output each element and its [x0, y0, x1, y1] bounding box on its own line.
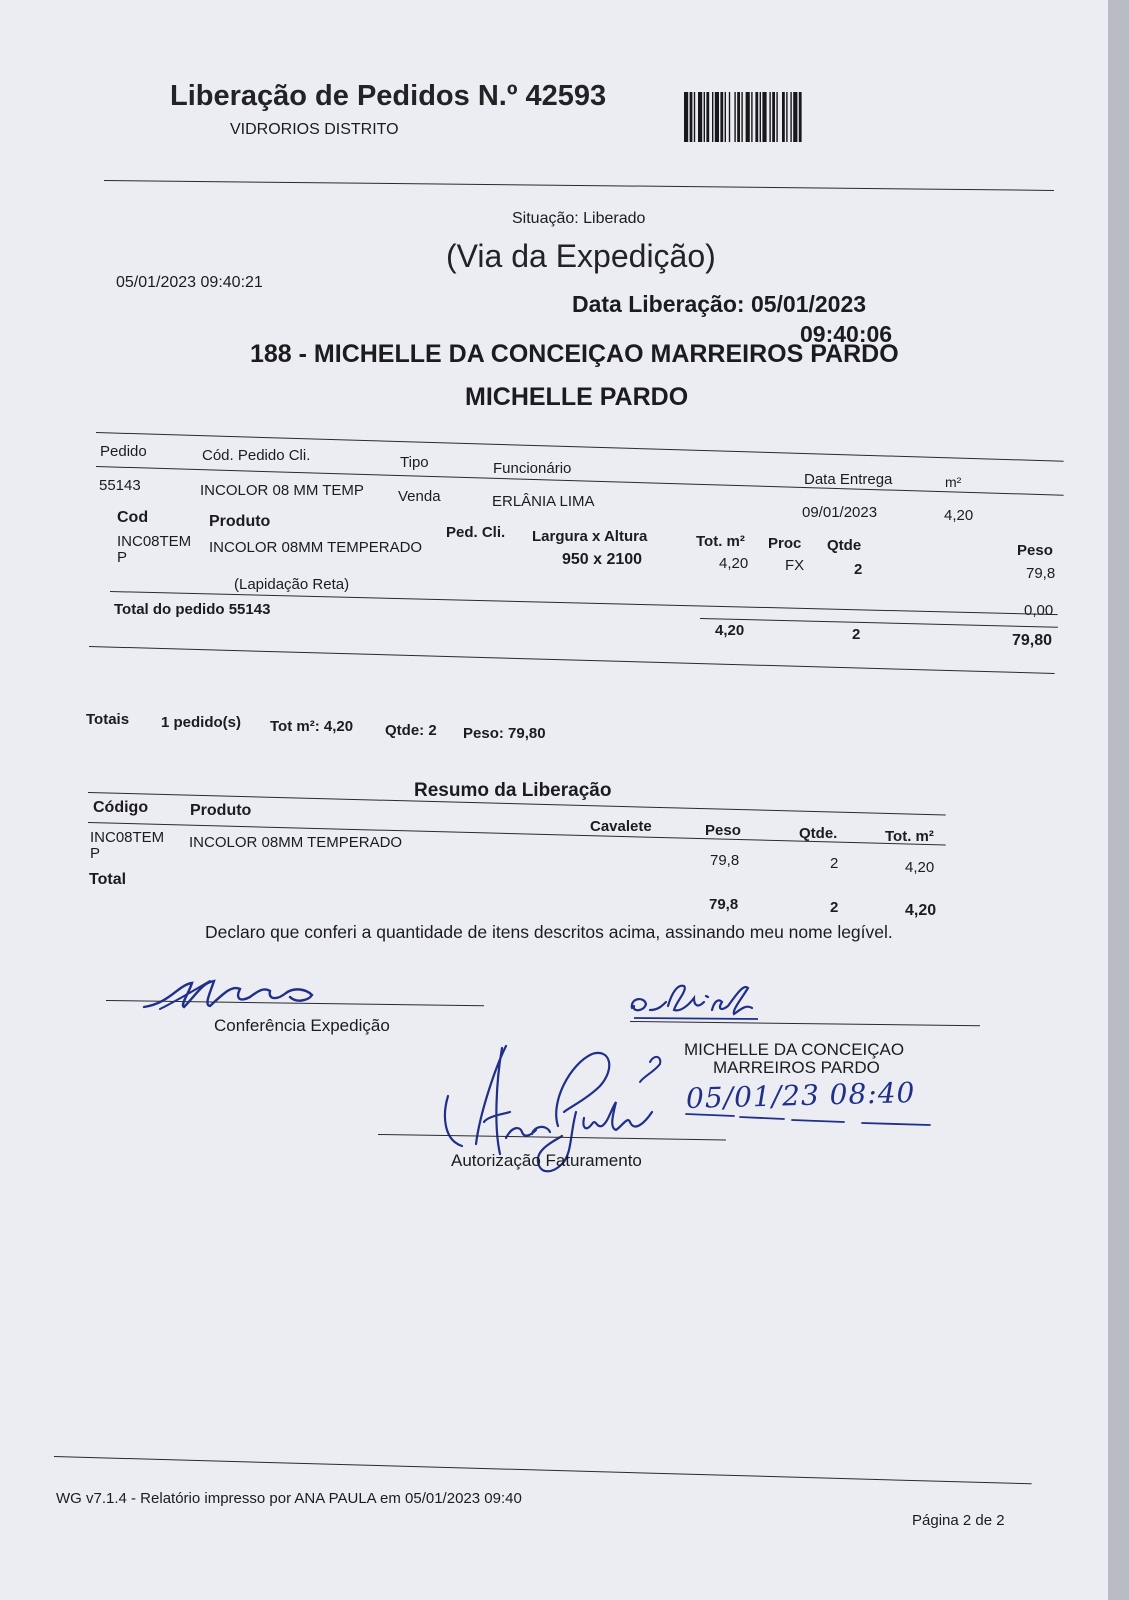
item-peso: 79,8 — [1026, 565, 1056, 582]
barcode-bar — [751, 92, 752, 142]
summary-tot-m2: 4,20 — [905, 859, 935, 876]
client-short-name: MICHELLE PARDO — [465, 383, 689, 411]
order-type: Venda — [398, 488, 441, 505]
barcode-bar — [725, 92, 726, 142]
item-header-proc: Proc — [768, 535, 802, 552]
delivery-date: 09/01/2023 — [802, 504, 878, 521]
summary-total-tot-m2: 4,20 — [905, 902, 937, 919]
totals-label: Totais — [86, 711, 130, 728]
item-note: (Lapidação Reta) — [234, 576, 350, 593]
item-dimensions: 950 x 2100 — [562, 551, 643, 568]
summary-header-codigo: Código — [93, 799, 149, 816]
order-number: 55143 — [99, 477, 141, 494]
footer-page-number: Página 2 de 2 — [912, 1512, 1005, 1529]
item-header-largura-altura: Largura x Altura — [532, 528, 648, 545]
barcode-bar — [776, 92, 777, 142]
col-header-cod-pedido-cli: Cód. Pedido Cli. — [202, 447, 311, 464]
totals-m2: Tot m²: 4,20 — [270, 718, 354, 735]
barcode-bar — [793, 92, 797, 142]
col-header-m2: m² — [945, 474, 962, 490]
item-tot-m2: 4,20 — [719, 555, 749, 572]
order-total-qtde: 2 — [852, 626, 861, 643]
summary-total-peso: 79,8 — [709, 896, 739, 913]
item-qtde: 2 — [854, 561, 863, 578]
release-date: Data Liberação: 05/01/2023 — [572, 291, 867, 317]
barcode-bar — [786, 92, 787, 142]
item-header-tot-m2: Tot. m² — [696, 533, 745, 550]
printed-timestamp: 05/01/2023 09:40:21 — [116, 274, 263, 291]
footer-divider — [54, 1456, 1032, 1484]
barcode-bar — [734, 92, 735, 142]
status-text: Situação: Liberado — [512, 210, 646, 227]
client-order-code: INCOLOR 08 MM TEMP — [200, 482, 364, 499]
conferencia-label: Conferência Expedição — [214, 1016, 390, 1035]
client-signature-name-line1: MICHELLE DA CONCEIÇAO — [684, 1040, 905, 1059]
item-header-cod: Cod — [117, 509, 149, 526]
copy-label: (Via da Expedição) — [446, 238, 716, 274]
totals-qtde: Qtde: 2 — [385, 722, 437, 739]
barcode-bar — [790, 92, 791, 142]
barcode — [684, 92, 856, 142]
divider — [89, 646, 1055, 674]
summary-total-label: Total — [89, 871, 127, 888]
handwritten-date: 05/01/23 08:40 — [685, 1076, 916, 1115]
summary-title: Resumo da Liberação — [414, 780, 612, 801]
footer-printed-by: WG v7.1.4 - Relatório impresso por ANA PAULA em 05/01/2023 09:40 — [56, 1490, 522, 1507]
totals-peso: Peso: 79,80 — [463, 725, 546, 742]
barcode-bar — [741, 92, 742, 142]
divider — [700, 618, 1058, 628]
barcode-bar — [706, 92, 709, 142]
client-name: 188 - MICHELLE DA CONCEIÇAO MARREIROS PARDO — [250, 340, 899, 368]
employee-name: ERLÂNIA LIMA — [492, 493, 595, 510]
summary-peso: 79,8 — [710, 852, 740, 869]
summary-header-tot-m2: Tot. m² — [885, 828, 934, 845]
autorizacao-label: Autorização Faturamento — [451, 1151, 642, 1170]
client-signature-name-line2: MARREIROS PARDO — [713, 1058, 880, 1077]
order-total-peso: 79,80 — [1012, 632, 1053, 649]
summary-total-qtde: 2 — [830, 899, 839, 916]
summary-code-line2: P — [90, 845, 101, 862]
barcode-bar — [720, 92, 723, 142]
barcode-bar — [760, 92, 761, 142]
barcode-bar — [737, 92, 740, 142]
item-header-produto: Produto — [209, 513, 271, 530]
release-time: 09:40:06 — [800, 321, 893, 347]
barcode-bar — [729, 92, 730, 142]
item-code-line1: INC08TEM — [117, 533, 192, 550]
order-m2: 4,20 — [944, 507, 974, 524]
col-header-funcionario: Funcionário — [493, 460, 572, 477]
handwritten-date-underline — [684, 1108, 944, 1128]
barcode-bar — [746, 92, 750, 142]
order-total-extra: 0,00 — [1024, 602, 1054, 619]
item-header-peso: Peso — [1017, 542, 1053, 559]
summary-qtde: 2 — [830, 855, 839, 872]
item-header-ped-cli: Ped. Cli. — [446, 524, 506, 541]
declaration-text: Declaro que conferi a quantidade de itens descritos acima, assinando meu nome legível. — [205, 922, 893, 942]
summary-code-line1: INC08TEM — [90, 829, 165, 846]
signature-client — [628, 980, 768, 1025]
barcode-bar — [772, 92, 775, 142]
item-proc: FX — [785, 557, 805, 574]
document-title: Liberação de Pedidos N.º 42593 — [170, 80, 607, 112]
summary-header-peso: Peso — [705, 822, 741, 839]
barcode-bar — [799, 92, 802, 142]
summary-header-produto: Produto — [190, 802, 252, 819]
barcode-bar — [698, 92, 702, 142]
barcode-bar — [769, 92, 770, 142]
order-total-m2: 4,20 — [715, 622, 745, 639]
barcode-bar — [762, 92, 766, 142]
item-header-qtde: Qtde — [827, 537, 862, 554]
divider — [104, 180, 1054, 191]
barcode-bar — [704, 92, 705, 142]
col-header-tipo: Tipo — [400, 454, 429, 471]
company-name: VIDRORIOS DISTRITO — [230, 121, 399, 138]
summary-header-qtde: Qtde. — [799, 825, 838, 842]
barcode-bar — [694, 92, 695, 142]
barcode-bar — [755, 92, 758, 142]
barcode-bar — [712, 92, 713, 142]
summary-header-cavalete: Cavalete — [590, 818, 652, 835]
col-header-pedido: Pedido — [100, 443, 147, 460]
col-header-data-entrega: Data Entrega — [804, 471, 893, 488]
barcode-bar — [715, 92, 719, 142]
signature-conferencia — [140, 975, 340, 1015]
item-product: INCOLOR 08MM TEMPERADO — [209, 539, 423, 556]
summary-product: INCOLOR 08MM TEMPERADO — [189, 834, 403, 851]
order-total-label: Total do pedido 55143 — [114, 601, 271, 618]
totals-orders: 1 pedido(s) — [161, 714, 242, 731]
barcode-bar — [690, 92, 693, 142]
barcode-bar — [684, 92, 688, 142]
barcode-bar — [782, 92, 785, 142]
item-code-line2: P — [117, 549, 128, 566]
